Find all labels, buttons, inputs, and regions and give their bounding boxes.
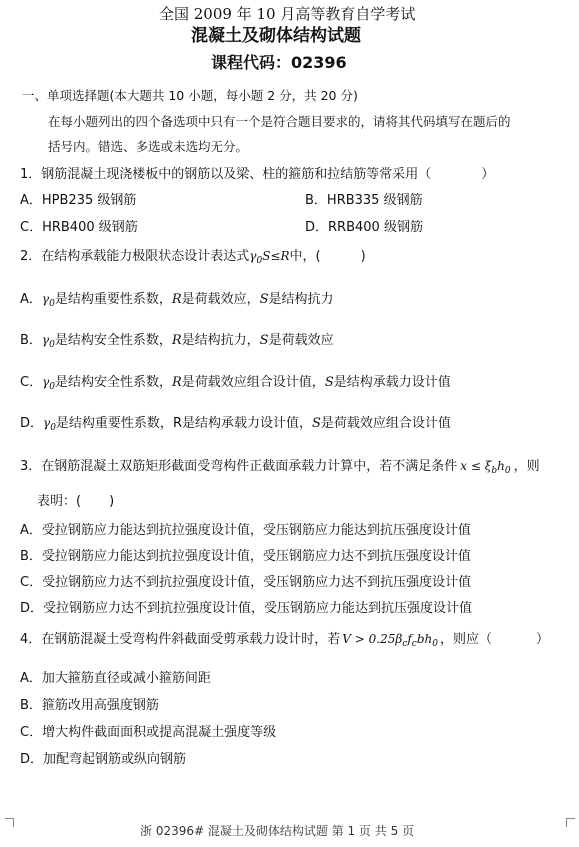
question-4-bracket: ） [536,632,550,647]
question-1-text: 1．钢筋混凝土现浇楼板中的钢筋以及梁、柱的箍筋和拉结筋等常采用（ [20,167,432,182]
option-text: 是结构抗力， [181,333,260,348]
option-text: 是荷载效应组合设计值， [181,375,325,390]
question-1-stem [20,167,494,183]
subject-title: 混凝土及砌体结构试题 [191,26,361,46]
question-2-bracket: ) [360,249,366,264]
option-text: 是结构重要性系数， [54,292,172,307]
question-2-text-post: 中，( [289,249,321,264]
option-letter: A． [20,292,42,307]
option-text: 是荷载效应 [268,333,334,348]
q2-option-d [20,415,451,432]
s-symbol: S [312,416,321,431]
question-2-text: 2．在结构承载能力极限状态设计表达式 [20,249,250,264]
question-4-text-post: ，则应（ [440,632,493,647]
option-letter: B． [20,333,42,348]
option-text: 是结构安全性系数， [54,333,172,348]
design-expression: $\gamma_0S\le R$ [249,249,290,266]
q2-option-b [20,332,334,349]
question-1-bracket: ） [481,167,495,182]
section-heading: 一、单项选择题(本大题共 10 小题，每小题 2 分，共 20 分) [22,88,358,103]
q4-option-a: A．加大箍筋直径或减小箍筋间距 [20,671,211,686]
gamma-symbol: $\gamma_0$ [41,333,55,350]
option-letter: D． [20,416,44,431]
option-text: 是结构重要性系数， [55,416,173,431]
q3-option-c: C．受拉钢筋应力达不到抗拉强度设计值，受压钢筋应力达不到抗压强度设计值 [20,575,472,590]
question-3-bracket: ) [109,494,115,509]
question-4-text: 4．在钢筋混凝土受弯构件斜截面受剪承载力设计时，若 [20,632,341,647]
s-symbol: S [324,375,334,390]
option-text: 是荷载效应组合设计值 [320,416,451,431]
q4-option-c: C．增大构件截面面积或提高混凝土强度等级 [20,725,277,740]
s-symbol: S [259,292,269,307]
question-3-stem-line2 [37,494,114,510]
option-text: 是结构抗力 [268,292,334,307]
q2-option-c [20,374,451,391]
q3-option-d: D．受拉钢筋应力达不到抗拉强度设计值，受压钢筋应力能达到抗压强度设计值 [20,601,473,616]
q1-option-b: B．HRB335 级钢筋 [305,193,423,208]
shear-formula: $V > 0.25\beta_cf_cbh_0$ [342,632,438,649]
section-instruction-2: 括号内。错选、多选或未选均无分。 [48,139,249,154]
q2-option-a [20,291,334,308]
option-text: 是结构承载力设计值， [181,416,312,431]
question-3-stem [20,458,540,475]
s-symbol: S [259,333,269,348]
option-text: 是结构安全性系数， [54,375,172,390]
q1-option-c: C．HRB400 级钢筋 [20,220,138,235]
gamma-symbol: $\gamma_0$ [41,292,55,309]
option-letter: C． [20,375,43,390]
question-3-text: 3．在钢筋混凝土双筋矩形截面受弯构件正截面承载力计算中，若不满足条件 [20,459,458,474]
corner-mark [5,818,14,827]
option-text: 是结构承载力设计值 [333,375,451,390]
r-symbol: R [172,375,182,390]
question-3-text-2: 表明：( [37,494,82,509]
q1-option-a: A．HPB235 级钢筋 [20,193,137,208]
r-symbol: R [171,292,182,307]
gamma-symbol: $\gamma_0$ [43,416,56,433]
condition-formula: $x \le \xi_bh_0$ [460,459,511,476]
q4-option-b: B．箍筋改用高强度钢筋 [20,698,159,713]
q3-option-b: B．受拉钢筋应力能达到抗拉强度设计值，受压钢筋应力达不到抗压强度设计值 [20,549,471,564]
page-footer: 浙 02396# 混凝土及砌体结构试题 第 1 页 共 5 页 [140,824,415,838]
question-3-text-post: ，则 [513,459,540,474]
gamma-symbol: $\gamma_0$ [42,375,55,392]
corner-mark [566,818,575,827]
section-instruction-1: 在每小题列出的四个备选项中只有一个是符合题目要求的，请将其代码填写在题后的 [48,114,511,129]
course-code: 课程代码：02396 [211,53,347,72]
q4-option-d: D．加配弯起钢筋或纵向钢筋 [20,752,187,767]
q3-option-a: A．受拉钢筋应力能达到抗拉强度设计值，受压钢筋应力能达到抗压强度设计值 [20,523,471,538]
q1-option-d: D．RRB400 级钢筋 [305,220,423,235]
question-4-stem [20,631,549,648]
exam-title: 全国 2009 年 10 月高等教育自学考试 [159,5,416,23]
r-symbol: R [171,333,182,348]
question-2-stem [20,248,366,265]
r-symbol: R [172,416,182,431]
option-text: 是荷载效应， [181,292,260,307]
